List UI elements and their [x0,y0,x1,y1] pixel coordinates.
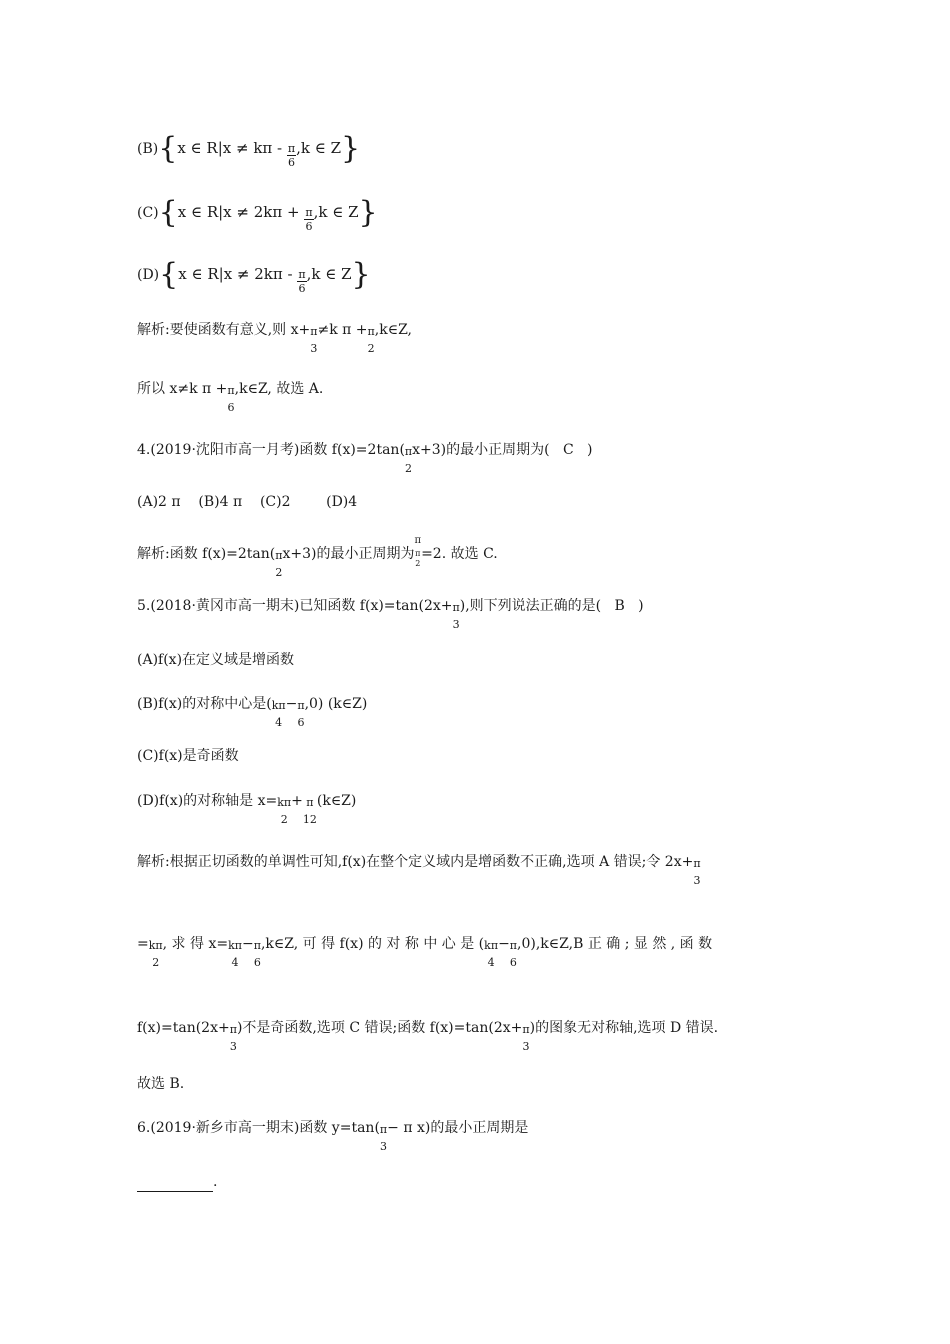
text: ) [638,598,644,614]
text: 所以 x≠k π + [137,381,228,397]
fraction [149,940,163,968]
frac-num: π [509,939,518,952]
text: ≠k π + [317,322,368,338]
text: 解析:要使函数有意义,则 x+ [137,322,311,338]
right-brace: } [358,195,378,230]
q5-stem [137,592,644,631]
option-d [137,257,371,295]
set-condition: x ∈ R|x ≠ [178,265,255,283]
frac-den: 2 [367,342,375,355]
q3-conclusion [137,375,324,414]
set-condition: x ∈ R|x ≠ [177,139,254,157]
fraction [272,700,286,728]
frac-num: kπ [277,796,292,809]
frac-den: 2 [405,462,413,475]
fraction [275,550,282,578]
q3-analysis [137,316,412,355]
left-brace: { [158,131,178,166]
frac-den: 6 [253,956,261,969]
option-label: (D) [137,267,160,283]
text: ,k∈Z, [374,322,412,338]
q5-option-b [137,690,368,729]
frac-num: π [253,939,261,952]
q5-analysis-line2 [137,930,713,969]
fraction [368,326,375,354]
answer: C [562,442,574,458]
text: ) [587,442,593,458]
frac-den: 4 [275,716,283,729]
suffix: ,k ∈ Z [313,203,359,221]
q4-choices: (A)2 π (B)4 π (C)2 (D)4 [137,494,358,510]
frac-num: π [305,205,313,219]
frac-num: π [404,445,413,458]
text: 解析:函数 f(x)=2tan( [137,546,276,562]
text: , 求 得 x= [162,936,229,952]
frac-num: kπ [148,939,163,952]
q4-stem [137,436,593,475]
text: 6.(2019·新乡市高一期末)函数 y=tan( [137,1120,380,1136]
text: − π x)的最小正周期是 [387,1120,529,1136]
left-brace: { [158,195,178,230]
term: 2kπ + [253,203,305,221]
frac-num: π [297,699,305,712]
option-b [137,131,361,169]
frac-num: π [367,325,375,338]
answer-blank[interactable] [137,1177,213,1192]
text: − [285,696,298,712]
fraction [287,143,296,168]
option-c [137,195,378,233]
frac-den: 6 [288,155,295,169]
fraction [297,700,304,728]
frac-num: π [287,141,296,155]
frac-den: 4 [231,956,239,969]
frac-num: π [522,1023,530,1036]
frac-den: 3 [693,874,701,887]
term: kπ - [253,139,287,157]
q6-answer-blank[interactable] [137,1172,217,1192]
frac-den: 2 [275,566,283,579]
text: − [241,936,254,952]
frac-num: kπ [484,939,499,952]
right-brace: } [351,257,371,292]
text: 5.(2018·黄冈市高一期末)已知函数 f(x)=tan(2x+ [137,598,453,614]
q5-option-c: (C)f(x)是奇函数 [137,748,239,764]
fraction [304,207,313,232]
fraction [453,602,460,630]
frac-num: π [379,1123,388,1136]
text: − [498,936,510,952]
frac-den: 3 [380,1140,388,1153]
text: ,0),k∈Z,B 正 确 ; 显 然 , 函 数 [517,936,713,952]
fraction [522,1024,529,1052]
frac-den: 3 [452,618,460,631]
text: + [291,793,303,809]
fraction [380,1124,387,1152]
frac-den: 6 [227,401,235,414]
fraction [277,797,291,825]
fraction [303,797,317,825]
text: ,k∈Z, 故选 A. [234,381,324,397]
term: 2kπ - [254,265,298,283]
frac-den: 2 [152,956,160,969]
frac-den: 6 [305,219,313,233]
q5-option-a: (A)f(x)在定义域是增函数 [137,652,295,668]
frac-num: π [275,549,283,562]
answer: B [614,598,625,614]
text: 解析:根据正切函数的单调性可知,f(x)在整个定义域内是增函数不正确,选项 A 错误;令 2x+ [137,854,694,870]
q5-analysis-line3 [137,1014,719,1053]
q5-conclusion: 故选 B. [137,1076,185,1092]
fraction [310,326,317,354]
fraction [510,940,517,968]
set-condition: x ∈ R|x ≠ [177,203,254,221]
fraction [693,858,700,886]
text: = [137,936,149,952]
text: (B)f(x)的对称中心是( [137,696,272,712]
frac-den: 2 [280,813,288,826]
period: . [213,1174,218,1190]
text: )的图象无对称轴,选项 D 错误. [529,1020,719,1036]
frac-num: kπ [271,699,286,712]
fraction [228,940,242,968]
fraction [297,269,306,294]
option-label: (B) [137,141,159,157]
text: x+3)的最小正周期为( [412,442,550,458]
frac-num: π [229,1023,237,1036]
text: f(x)=tan(2x+ [137,1020,230,1036]
text: =2. 故选 C. [421,546,498,562]
q5-option-d [137,787,357,826]
frac-num: π [306,796,314,809]
q4-analysis [137,535,498,579]
fraction [405,446,412,474]
fraction [230,1024,237,1052]
frac-den: 12 [302,813,317,826]
frac-num: π [298,267,306,281]
text: x+3)的最小正周期为 [282,546,415,562]
text: (k∈Z) [316,793,357,809]
suffix: ,k ∈ Z [306,265,352,283]
frac-den: 3 [522,1040,530,1053]
fraction [227,385,234,413]
right-brace: } [341,131,361,166]
option-label: (C) [137,205,159,221]
frac-num: π [693,857,701,870]
q5-analysis-line1 [137,848,701,887]
frac-num: π [414,535,422,546]
q6-stem [137,1114,529,1153]
frac-den: 3 [310,342,318,355]
text: ,0) (k∈Z) [304,696,368,712]
text: )不是奇函数,选项 C 错误;函数 f(x)=tan(2x+ [236,1020,523,1036]
suffix: ,k ∈ Z [296,139,342,157]
frac-num: π [310,325,318,338]
frac-num: kπ [228,939,242,952]
frac-num: π [227,384,235,397]
text: ),则下列说法正确的是( [459,598,602,614]
fraction [254,940,261,968]
frac-den: 6 [298,281,306,295]
left-brace: { [159,257,179,292]
frac-num: π [452,601,460,614]
nested-fraction [415,536,422,568]
frac-den: 3 [229,1040,237,1053]
text: ,k∈Z, 可 得 f(x) 的 对 称 中 心 是 ( [260,936,485,952]
text: 4.(2019·沈阳市高一月考)函数 f(x)=2tan( [137,442,405,458]
fraction [484,940,498,968]
frac-num: π [415,549,421,558]
frac-den: 6 [509,956,517,969]
text: (D)f(x)的对称轴是 x= [137,793,278,809]
frac-den: 6 [297,716,305,729]
frac-den: 4 [487,956,495,969]
frac-den: 2 [415,559,421,568]
